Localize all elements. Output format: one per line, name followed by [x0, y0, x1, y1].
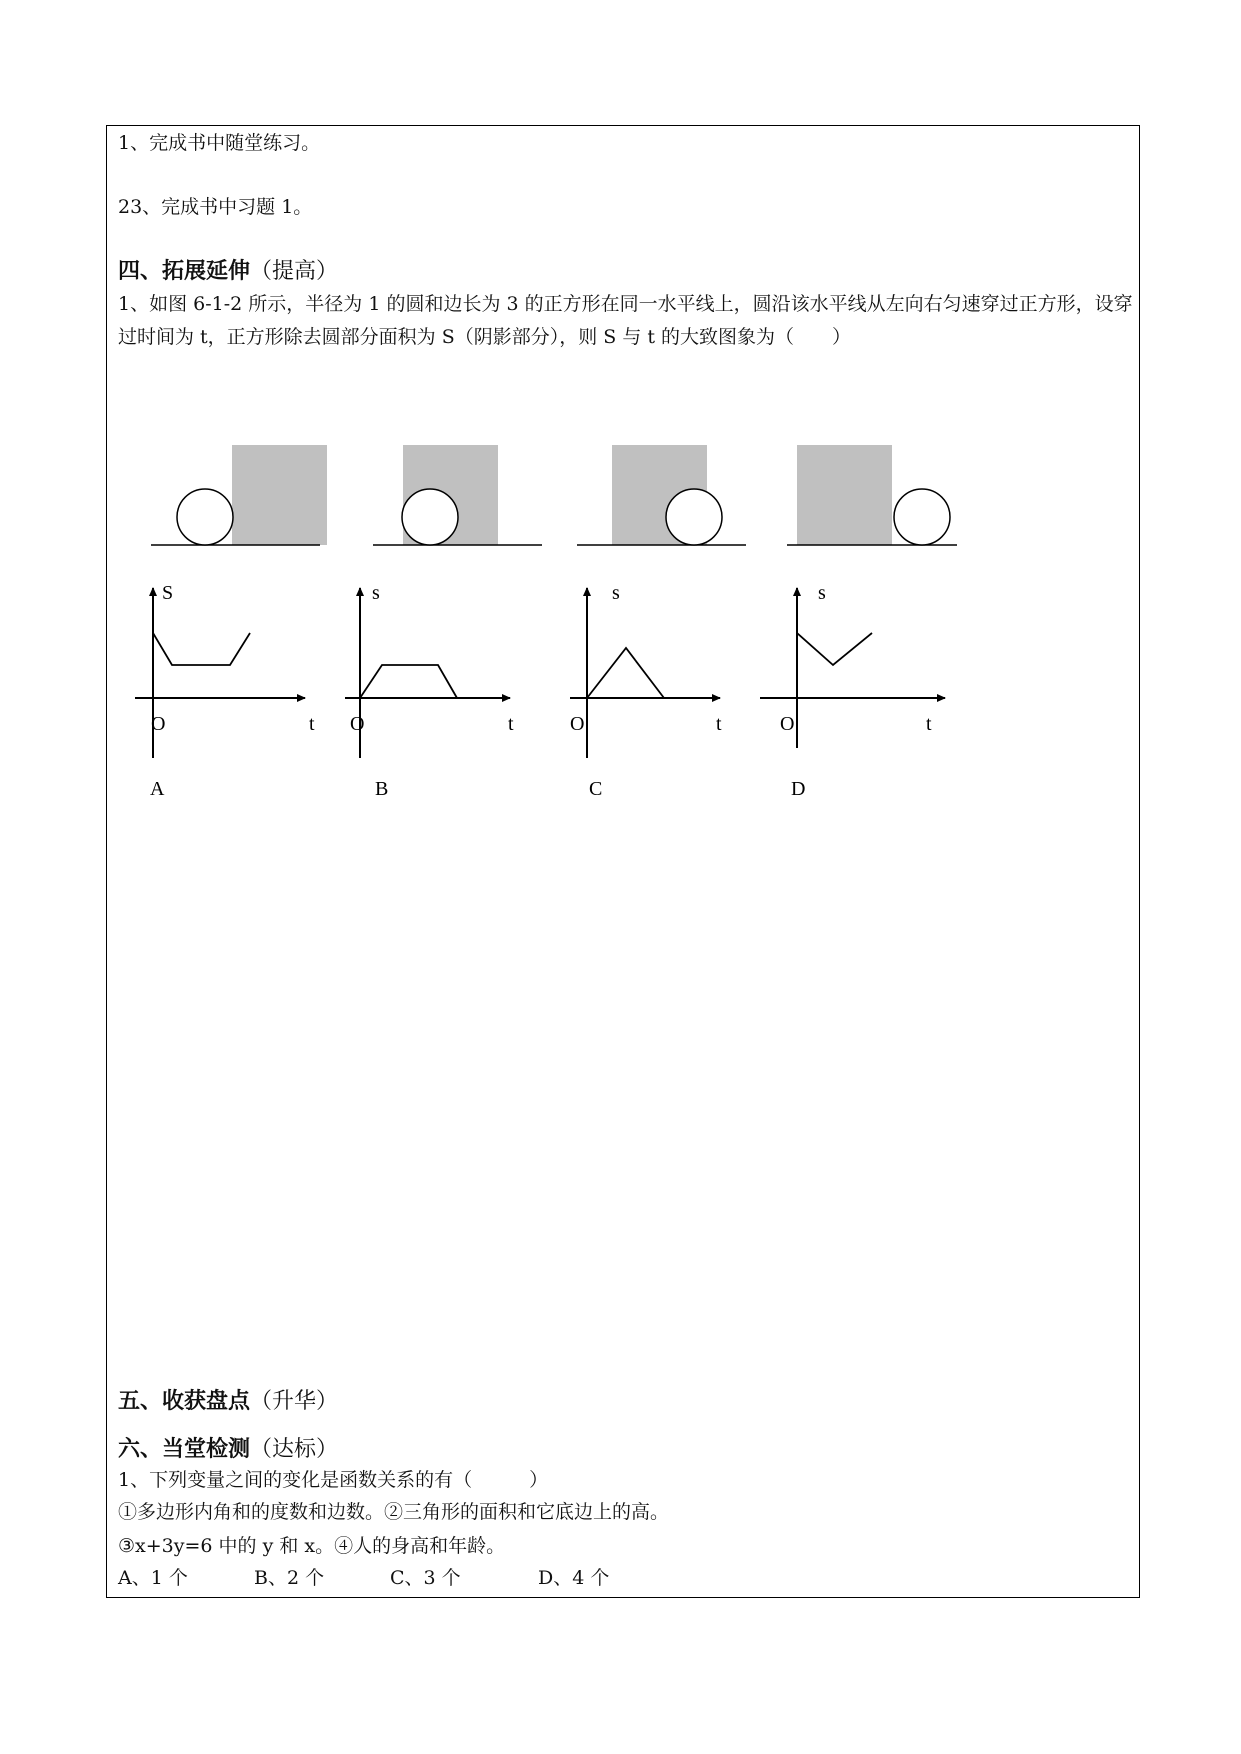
section-5-suffix: （升华） [250, 1389, 339, 1414]
origin-label: O [151, 713, 166, 735]
choice-b: B、2 个 [254, 1567, 325, 1589]
section-4-title: 四、拓展延伸 [118, 259, 251, 284]
section-6-title: 六、当堂检测 [118, 1437, 251, 1462]
option-label-c: C [589, 778, 603, 800]
curve-a [153, 633, 250, 665]
x-label: t [309, 713, 315, 735]
graph-b [345, 582, 514, 800]
origin-label: O [570, 713, 585, 735]
statement-1: ①多边形内角和的度数和边数。 [118, 1501, 385, 1523]
origin-label: O [780, 713, 795, 735]
section-6-choices [118, 1566, 609, 1590]
section-4-suffix: （提高） [250, 259, 339, 284]
choice-d: D、4 个 [538, 1567, 610, 1589]
section-6-question: 1、下列变量之间的变化是函数关系的有（ ） [118, 1469, 549, 1491]
origin-label: O [350, 713, 365, 735]
section-6-suffix: （达标） [250, 1437, 339, 1462]
y-label: s [612, 582, 620, 604]
section-6-heading [118, 1436, 338, 1464]
x-label: t [926, 713, 932, 735]
curve-c [587, 648, 664, 698]
option-label-a: A [150, 778, 165, 800]
choice-c: C、3 个 [390, 1567, 461, 1589]
option-label-d: D [791, 778, 806, 800]
statement-2: ②三角形的面积和它底边上的高。 [384, 1501, 670, 1523]
section-5-heading [118, 1388, 338, 1416]
x-label: t [716, 713, 722, 735]
y-label: S [162, 582, 174, 604]
choice-a: A、1 个 [118, 1567, 188, 1589]
x-label: t [508, 713, 514, 735]
graph-d [760, 582, 945, 800]
option-label-b: B [375, 778, 389, 800]
section-6-statements-2: ③x+3y=6 中的 y 和 x。④人的身高和年龄。 [118, 1535, 506, 1557]
section-4-question: 1、如图 6-1-2 所示，半径为 1 的圆和边长为 3 的正方形在同一水平线上，圆沿该水平线从左向右匀速穿过正方形，设穿过时间为 t，正方形除去圆部分面积为 S（阴影部分），则 S 与 t 的大致图象为（ ） [118, 293, 1133, 348]
section-5-title: 五、收获盘点 [118, 1389, 251, 1414]
curve-d [797, 633, 872, 665]
homework-item-2: 23、完成书中习题 1。 [118, 196, 313, 218]
graph-a [135, 582, 315, 800]
curve-b [360, 665, 457, 698]
section-6-statements-1 [118, 1500, 669, 1524]
homework-item-1: 1、完成书中随堂练习。 [118, 132, 321, 154]
y-label: s [372, 582, 380, 604]
y-label: s [818, 582, 826, 604]
graph-c [570, 582, 722, 800]
